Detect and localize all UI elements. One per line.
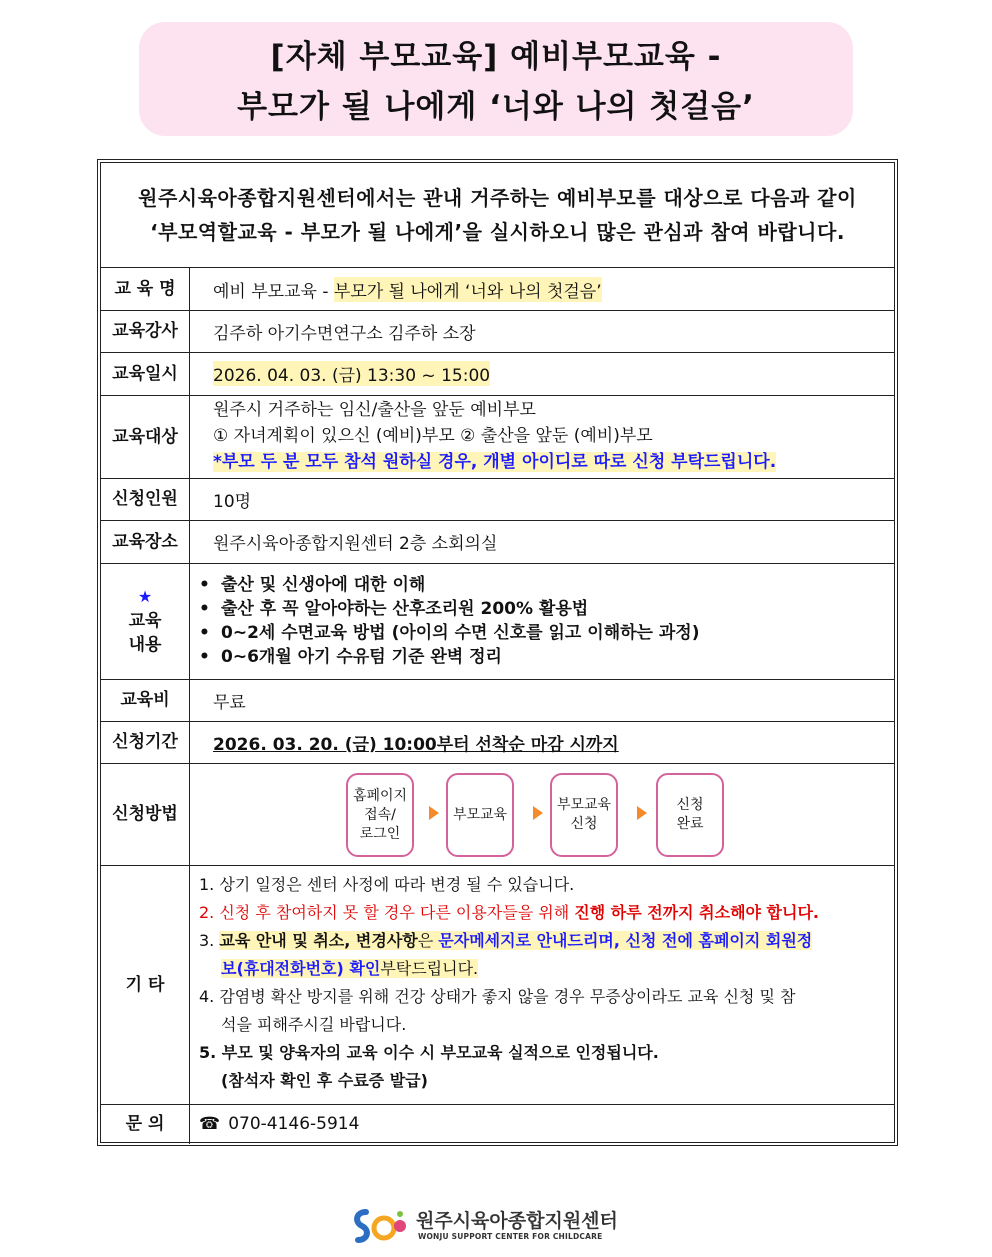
star-icon: ★ xyxy=(137,587,153,606)
etc-note-4b: 석을 피해주시길 바랍니다. xyxy=(221,1015,407,1034)
arrow-right-icon xyxy=(637,806,647,820)
list-item: • 0~2세 수면교육 방법 (아이의 수면 신호를 읽고 이해하는 과정) xyxy=(193,621,700,645)
label-content-1: 교육 xyxy=(128,611,162,631)
step-parent-edu: 부모교육 xyxy=(446,773,514,857)
row-datetime xyxy=(101,352,894,396)
row-etc: 기 타 1. 상기 일정은 센터 사정에 따라 변경 될 수 있습니다. 2. 신청 후 참여하지 못 할 경우 다른 이용자들을 위해 진행 하루 전까지 취소해야 합니다. 3. 교육 안내 및 취소, 변경사항은 문자메세지로 안내드리며, 신청 전에 홈페이지 회원정 보(휴대전화번호) 확인부탁드립니다. 4. 감염병 확산 방지를 위해 건강 상태가 좋지 않을 경우 무증상이라도 교육 신청 및 참 석을 피해주시길 바랍니다. 5. 부모 및 양육자의 교육 이수 시 부모교육 실적으로 인정됩니다. (참석자 확인 후 수료증 발급) xyxy=(101,865,894,1105)
etc-note-4a: 4. 감염병 확산 방지를 위해 건강 상태가 좋지 않을 경우 무증상이라도 교육 신청 및 참 xyxy=(199,987,796,1006)
page-title-line1: [자체 부모교육] 예비부모교육 - xyxy=(270,39,722,75)
name-prefix: 예비 부모교육 - xyxy=(213,281,334,302)
row-capacity xyxy=(101,478,894,521)
org-english-name: WONJU SUPPORT CENTER FOR CHILDCARE xyxy=(418,1232,603,1241)
label-contact: 문 의 xyxy=(101,1104,190,1144)
period-value: 2026. 03. 20. (금) 10:00부터 선착순 마감 시까지 xyxy=(213,734,619,755)
label-method: 신청방법 xyxy=(101,763,190,865)
row-contact xyxy=(101,1104,894,1144)
intro-line1: 원주시육아종합지원센터에서는 관내 거주하는 예비부모를 대상으로 다음과 같이 xyxy=(138,186,857,210)
row-lecturer xyxy=(101,310,894,353)
label-content-2: 내용 xyxy=(128,635,162,655)
row-target xyxy=(101,395,894,479)
label-capacity: 신청인원 xyxy=(101,478,190,520)
label-datetime: 교육일시 xyxy=(101,352,190,395)
etc-note-5b: (참석자 확인 후 수료증 발급) xyxy=(221,1071,428,1090)
step-apply: 부모교육 신청 xyxy=(550,773,618,857)
target-note: *부모 두 분 모두 참석 원하실 경우, 개별 아이디로 따로 신청 부탁드립니다. xyxy=(213,452,777,472)
row-place xyxy=(101,520,894,564)
label-target: 교육대상 xyxy=(101,395,190,478)
label-place: 교육장소 xyxy=(101,520,190,563)
row-name xyxy=(101,268,894,311)
label-lecturer: 교육강사 xyxy=(101,310,190,352)
datetime-value: 2026. 04. 03. (금) 13:30 ~ 15:00 xyxy=(213,361,490,386)
etc-note-3a: 교육 안내 및 취소, 변경사항 xyxy=(219,931,418,950)
content-list xyxy=(193,573,700,669)
target-line1: 원주시 거주하는 임신/출산을 앞둔 예비부모 xyxy=(213,400,536,420)
org-name: 원주시육아종합지원센터 xyxy=(416,1210,618,1232)
etc-note-2a: 2. 신청 후 참여하지 못 할 경우 다른 이용자들을 위해 xyxy=(199,903,575,922)
phone-icon: ☎ xyxy=(199,1114,221,1134)
row-period xyxy=(101,721,894,764)
etc-note-5a: 5. 부모 및 양육자의 교육 이수 시 부모교육 실적으로 인정됩니다. xyxy=(199,1043,659,1062)
list-item: • 0~6개월 아기 수유텀 기준 완벽 정리 xyxy=(193,645,700,669)
etc-note-3c: 문자메세지로 안내드리며, 신청 전에 홈페이지 회원정 xyxy=(438,931,813,950)
lecturer-value: 김주하 아기수면연구소 김주하 소장 xyxy=(213,323,476,344)
list-item: • 출산 후 꼭 알아야하는 산후조리원 200% 활용법 xyxy=(193,597,700,621)
step-complete: 신청 완료 xyxy=(656,773,724,857)
list-item: • 출산 및 신생아에 대한 이해 xyxy=(193,573,700,597)
capacity-value: 10명 xyxy=(213,491,252,512)
intro-text xyxy=(101,163,894,268)
arrow-right-icon xyxy=(533,806,543,820)
footer-logo xyxy=(352,1204,618,1248)
row-method xyxy=(101,763,894,866)
label-name: 교 육 명 xyxy=(101,268,190,310)
place-value: 원주시육아종합지원센터 2층 소회의실 xyxy=(213,534,498,554)
etc-note-3d: 보(휴대전화번호) 확인 xyxy=(221,959,381,978)
name-highlight: 부모가 될 나에게 ‘너와 나의 첫걸음’ xyxy=(334,277,602,302)
label-period: 신청기간 xyxy=(101,721,190,763)
label-etc: 기 타 xyxy=(101,865,190,1104)
row-fee xyxy=(101,679,894,722)
target-line2: ① 자녀계획이 있으신 (예비)부모 ② 출산을 앞둔 (예비)부모 xyxy=(213,426,653,446)
etc-note-2b: 진행 하루 전까지 취소해야 합니다. xyxy=(574,903,819,922)
intro-line2: ‘부모역할교육 - 부모가 될 나에게’을 실시하오니 많은 관심과 참여 바랍니다. xyxy=(150,220,845,244)
label-fee: 교육비 xyxy=(101,679,190,721)
row-content xyxy=(101,563,894,680)
page-title-line2: 부모가 될 나에게 ‘너와 나의 첫걸음’ xyxy=(237,89,755,125)
fee-value: 무료 xyxy=(213,692,246,713)
arrow-right-icon xyxy=(429,806,439,820)
etc-note-3e: 부탁드립니다. xyxy=(380,959,479,978)
etc-note-1: 1. 상기 일정은 센터 사정에 따라 변경 될 수 있습니다. xyxy=(199,875,575,894)
org-logo-icon xyxy=(352,1204,412,1248)
step-login: 홈페이지 접속/ 로그인 xyxy=(346,773,414,857)
title-banner xyxy=(139,22,853,136)
info-table xyxy=(97,159,898,1146)
contact-value: 070-4146-5914 xyxy=(228,1114,360,1134)
